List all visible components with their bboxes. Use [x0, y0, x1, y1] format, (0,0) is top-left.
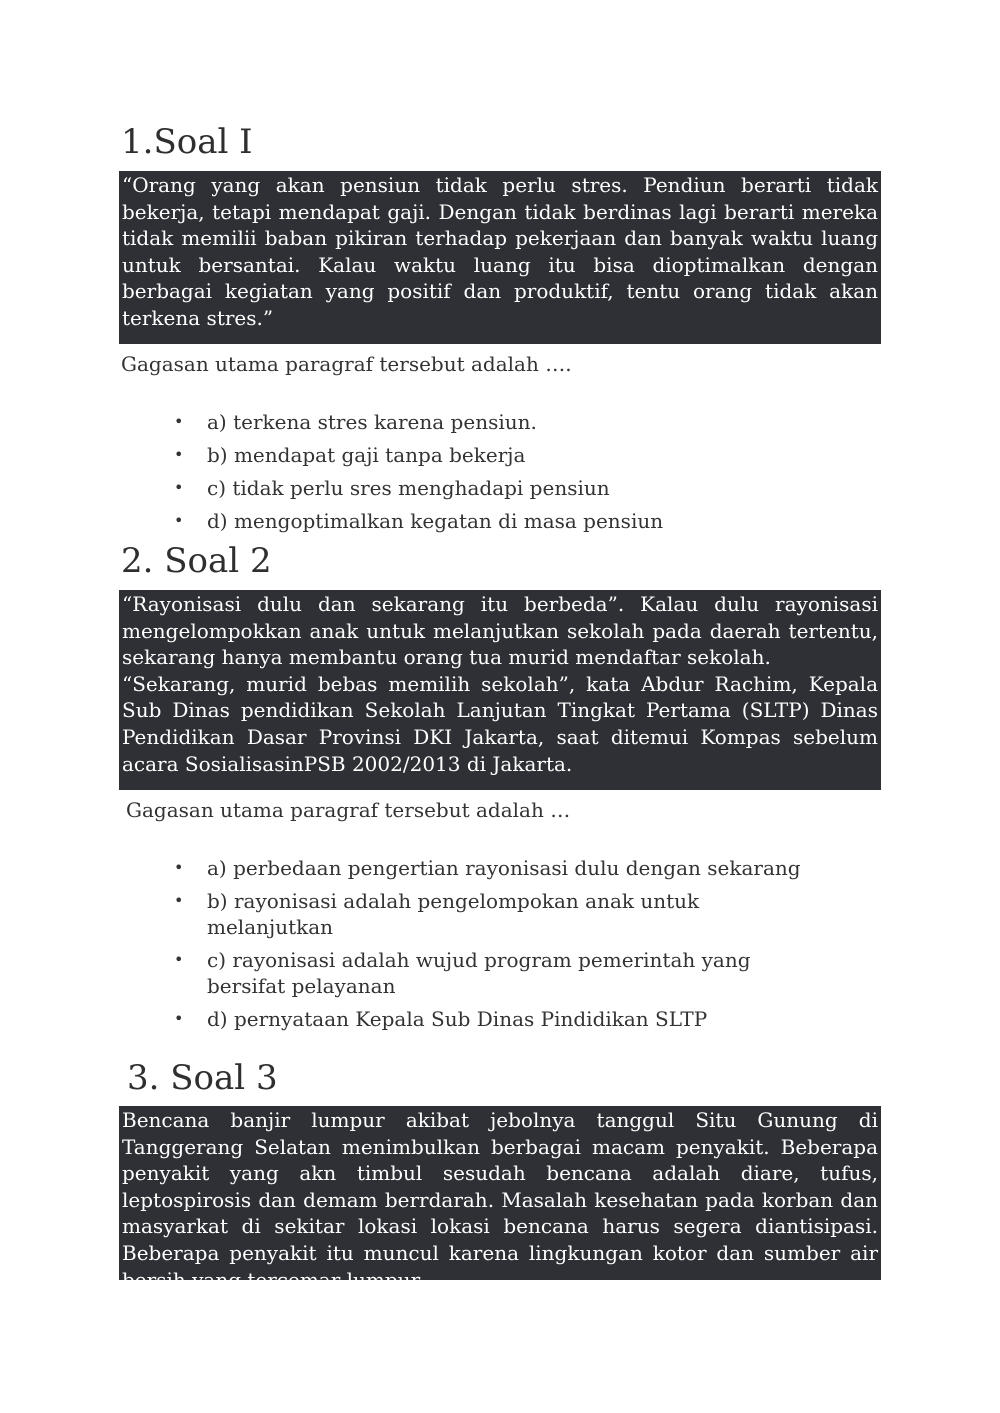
bullet-icon: •: [174, 412, 184, 431]
question-3-heading: 3. Soal 3: [127, 1058, 278, 1098]
bullet-icon: •: [174, 891, 184, 910]
question-2-options: [0, 855, 817, 1032]
bullet-icon: •: [174, 445, 184, 464]
question-2-prompt: Gagasan utama paragraf tersebut adalah …: [126, 798, 571, 822]
question-2-passage-text-1: “Rayonisasi dulu dan sekarang itu berbeda”. Kalau dulu rayonisasi mengelompokkan anak untuk melanjutkan sekolah pada daerah tertentu, sekarang hanya membantu orang tua murid mendaftar sekolah.: [122, 592, 878, 670]
question-1-passage: [119, 171, 881, 344]
question-1-options: [0, 409, 817, 534]
bullet-icon: •: [174, 511, 184, 530]
question-3-passage: [119, 1106, 881, 1292]
question-1-option-a[interactable]: • a) terkena stres karena pensiun.: [174, 410, 537, 434]
bullet-icon: •: [174, 858, 184, 877]
bullet-icon: •: [174, 1009, 184, 1028]
question-1-option-d[interactable]: • d) mengoptimalkan kegatan di masa pensiun: [174, 509, 664, 533]
question-1-option-b[interactable]: • b) mendapat gaji tanpa bekerja: [174, 443, 526, 467]
bullet-icon: •: [174, 478, 184, 497]
bullet-icon: •: [174, 950, 184, 969]
question-1-prompt: Gagasan utama paragraf tersebut adalah ….: [121, 352, 572, 376]
question-1-heading: 1.Soal I: [121, 122, 253, 162]
question-1-option-c[interactable]: • c) tidak perlu sres menghadapi pensiun: [174, 476, 610, 500]
question-2-passage: [119, 590, 881, 790]
question-2-passage-text-2: “Sekarang, murid bebas memilih sekolah”, kata Abdur Rachim, Kepala Sub Dinas pendidikan Sekolah Lanjutan Tingkat Pertama (SLTP) Dinas Pendidikan Dasar Provinsi DKI Jakarta, saat ditemui Kompas sebelum acara SosialisasinPSB 2002/2013 di Jakarta.: [122, 671, 878, 776]
question-2-heading: 2. Soal 2: [121, 541, 272, 581]
question-2-option-c[interactable]: • c) rayonisasi adalah wujud program pemerintah yang bersifat pelayanan: [174, 948, 751, 998]
question-2-option-a[interactable]: • a) perbedaan pengertian rayonisasi dulu dengan sekarang: [174, 856, 801, 880]
question-1-passage-text: “Orang yang akan pensiun tidak perlu stres. Pendiun berarti tidak bekerja, tetapi mendapat gaji. Dengan tidak berdinas lagi berarti mereka tidak memilii baban pikiran terhadap pekerjaan dan banyak waktu luang untuk bersantai. Kalau waktu luang itu bisa dioptimalkan dengan berbagai kegiatan yang positif dan produktif, tentu orang tidak akan terkena stres.”: [122, 173, 878, 330]
question-3-passage-text: Bencana banjir lumpur akibat jebolnya tanggul Situ Gunung di Tanggerang Selatan menimbulkan berbagai macam penyakit. Beberapa penyakit yang akn timbul sesudah bencana adalah diare, tufus, leptospirosis dan demam berrdarah. Masalah kesehatan pada korban dan masyarkat di sekitar lokasi lokasi bencana harus segera diantisipasi. Beberapa penyakit itu muncul karena lingkungan kotor dan sumber air bersih yang tercemar lumpur.: [122, 1108, 878, 1292]
question-2-option-d[interactable]: • d) pernyataan Kepala Sub Dinas Pindidikan SLTP: [174, 1007, 708, 1031]
question-2-option-b[interactable]: • b) rayonisasi adalah pengelompokan anak untuk melanjutkan: [174, 889, 700, 939]
